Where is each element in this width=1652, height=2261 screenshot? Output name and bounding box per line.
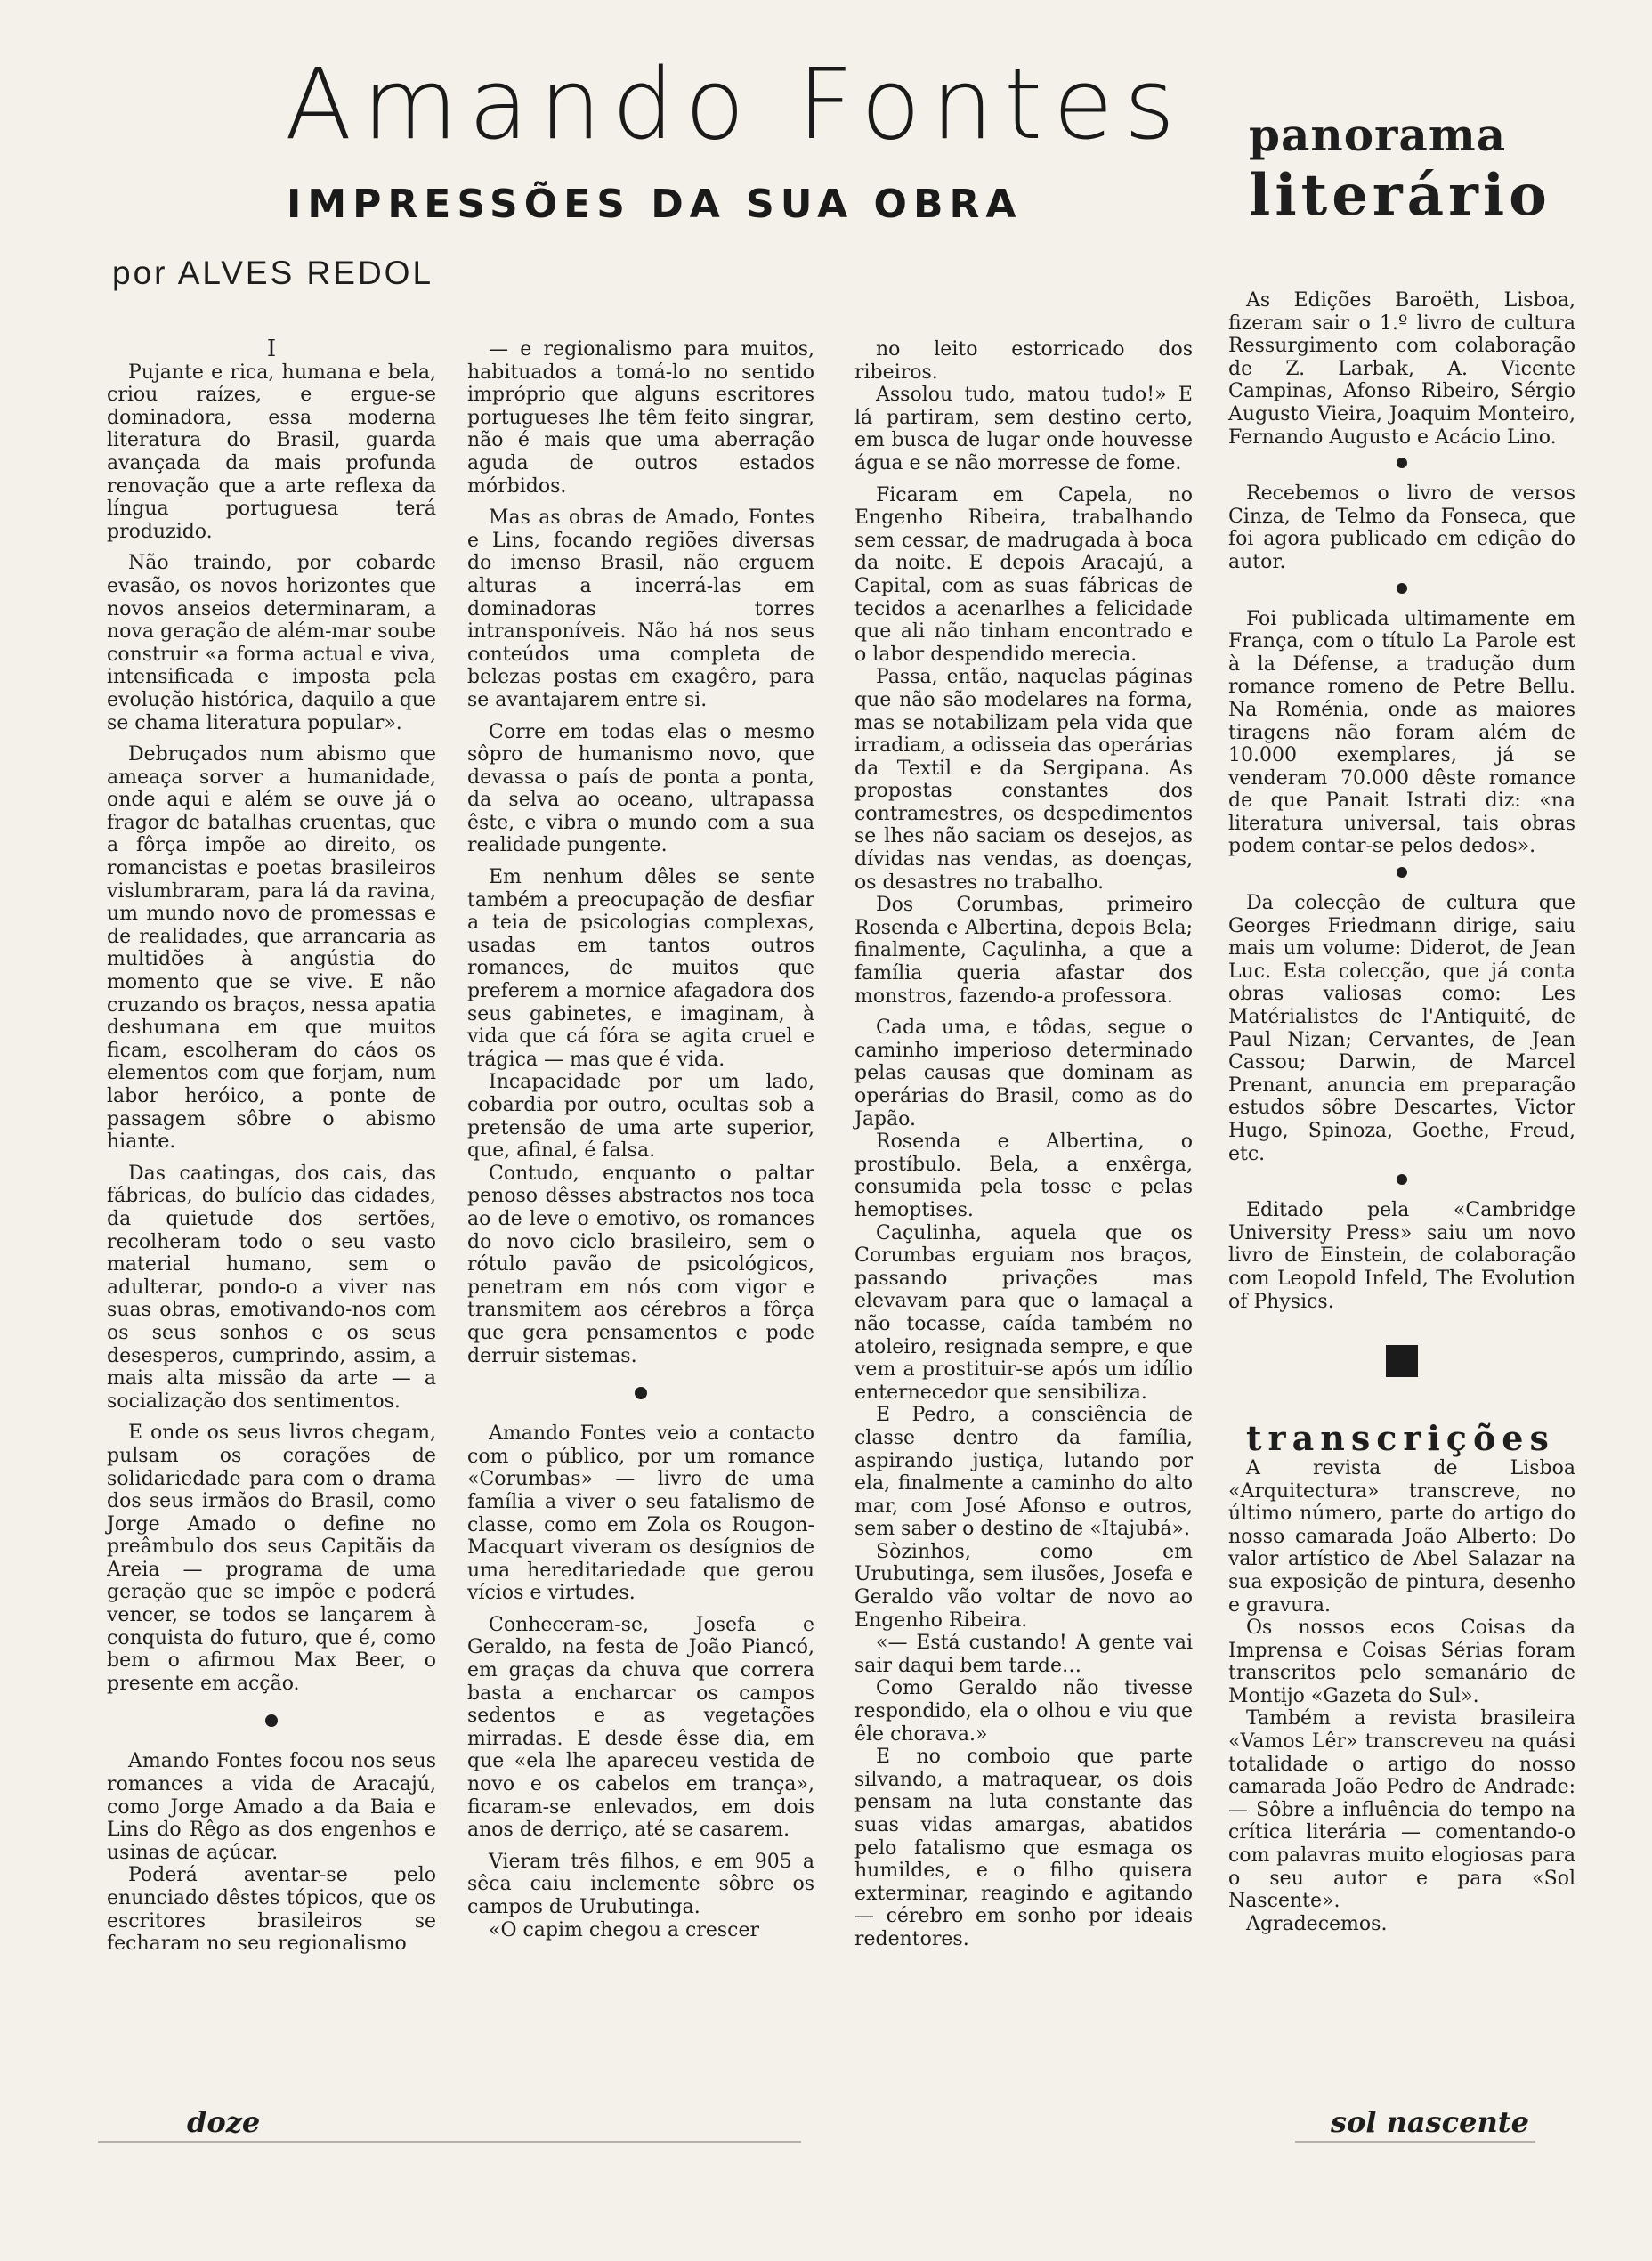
news-item: Da colecção de cultura que Georges Friedmann dirige, saiu mais um volume: Diderot, de Jean Luc. Esta colecção, que já conta obras valiosas como: Les Matérialistes de l'Antiquité, de Paul Nizan; Cervantes, de Jean Cassou; Darwin, de Marcel Prenant, anuncia em preparação estudos sôbre Descartes, Victor Hugo, Spinoza, Goethe, Freud, etc.	[1228, 892, 1575, 1165]
paragraph: Poderá aventar-se pelo enunciado dêstes tópicos, que os escritores brasileiros se fecharam no seu regionalismo	[107, 1864, 436, 1956]
paragraph: Cada uma, e tôdas, segue o caminho imperioso determinado pelas causas que dominam as operárias do Brasil, como as do Japão.	[854, 1017, 1193, 1130]
section-divider-bullet	[635, 1387, 647, 1399]
paragraph: E onde os seus livros chegam, pulsam os corações de solidariedade para com o drama dos seus irmãos do Brasil, como Jorge Amado o define no preâmbulo dos seus Capitãis da Areia — programa de uma geração que se impõe e poderá vencer, se todos se lançarem à conquista do futuro, que é, como bem o afirmou Max Beer, o presente em acção.	[107, 1422, 436, 1695]
news-item: Os nossos ecos Coisas da Imprensa e Coisas Sérias foram transcritos pelo semanário de Montijo «Gazeta do Sul».	[1228, 1617, 1575, 1707]
paragraph: Em nenhum dêles se sente também a preocupação de desfiar a teia de psicologias complexas, usadas em tantos outros romances, de muitos que preferem a mornice afagadora dos seus gabinetes, e imaginam, à vida que cá fóra se agita cruel e trágica — mas que é vida.	[467, 866, 814, 1071]
paragraph: Caçulinha, aquela que os Corumbas erguiam nos braços, passando privações mas elevavam para que o lamaçal a não tocasse, caída também no atoleiro, resignada sempre, e que vem a prostituir-se após um idílio enternecedor que sensibiliza.	[854, 1221, 1193, 1404]
publication-name: sol nascente	[1331, 2105, 1529, 2139]
paragraph: Contudo, enquanto o paltar penoso dêsses abstractos nos toca ao de leve o emotivo, os romances do novo ciclo brasileiro, sem o rótulo pavão de psicológicos, penetram em nós com vigor e transmitem aos cérebros a fôrça que gera pensamentos e pode derruir sistemas.	[467, 1162, 814, 1367]
paragraph: Não traindo, por cobarde evasão, os novos horizontes que novos anseios determinaram, a nova geração de além-mar soube construir «a forma actual e viva, intensificada e imposta pela evolução histórica, daquilo a que se chama literatura popular».	[107, 552, 436, 734]
sidebar-heading-transcricoes: transcrições	[1246, 1418, 1555, 1459]
paragraph: Sòzinhos, como em Urubutinga, sem ilusões, Josefa e Geraldo vão voltar de novo ao Engenho Ribeira.	[854, 1540, 1193, 1632]
item-separator-bullet	[1397, 583, 1407, 594]
paragraph: E no comboio que parte silvando, a matraquear, os dois pensam na luta constante das suas vidas amargas, abatidos pelo fatalismo que esmaga os humildes, e o filho quisera exterminar, reagindo e agitando — cérebro em sonho por ideais redentores.	[854, 1746, 1193, 1950]
news-item: A revista de Lisboa «Arquitectura» transcreve, no último número, parte do artigo do nosso camarada João Alberto: Do valor artístico de Abel Salazar na sua exposição de pintura, desenho e gravura.	[1228, 1456, 1575, 1617]
paragraph: E Pedro, a consciência de classe dentro da família, aspirando justiça, lutando por ela, finalmente a caminho do alto mar, com José Afonso e outros, sem saber o destino de «Itajubá».	[854, 1404, 1193, 1541]
news-item: Foi publicada ultimamente em França, com o título La Parole est à la Défense, a tradução dum romance romeno de Petre Bellu. Na Roménia, onde as maiores tiragens não foram além de 10.000 exemplares, já se venderam 70.000 dêste romance de que Panait Istrati diz: «na literatura universal, tais obras podem contar-se pelos dedos».	[1228, 607, 1575, 858]
paragraph: Dos Corumbas, primeiro Rosenda e Albertina, depois Bela; finalmente, Caçulinha, a que a família queria afastar dos monstros, fazendo-a professora.	[854, 894, 1193, 1008]
paragraph: Amando Fontes focou nos seus romances a vida de Aracajú, como Jorge Amado a da Baia e Lins do Rêgo as dos engenhos e usinas de açúcar.	[107, 1750, 436, 1864]
article-column-1	[107, 338, 436, 1956]
section-divider-square	[1386, 1345, 1418, 1377]
paragraph: Debruçados num abismo que ameaça sorver a humanidade, onde aqui e além se ouve já o fragor de batalhas cruentas, que a fôrça impõe ao direito, os romancistas e poetas brasileiros vislumbraram, para lá da ravina, um mundo novo de promessas e de realidades, que arrancaria as multidões à angústia do momento que se vive. E não cruzando os braços, nessa apatia deshumana em que muitos ficam, escolheram do cáos os elementos com que forjam, num labor heróico, a ponte de passagem sôbre o abismo hiante.	[107, 743, 436, 1154]
paragraph: Como Geraldo não tivesse respondido, ela o olhou e viu que êle chorava.»	[854, 1677, 1193, 1746]
paragraph: «O capim chegou a crescer	[489, 1918, 760, 1941]
paragraph: Assolou tudo, matou tudo!» E lá partiram, sem destino certo, em busca de lugar onde houvesse água e se não morresse de fome.	[854, 384, 1193, 474]
article-subtitle: IMPRESSÕES DA SUA OBRA	[287, 182, 1023, 227]
sidebar-heading-literario: literário	[1249, 162, 1551, 229]
item-separator-bullet	[1397, 458, 1407, 468]
paragraph: Pujante e rica, humana e bela, criou raízes, e ergue-se dominadora, essa moderna literatura do Brasil, guarda avançada da mais profunda renovação que a arte reflexa da língua portuguesa terá produzido.	[107, 361, 436, 543]
item-separator-bullet	[1397, 867, 1407, 878]
footer-rule	[98, 2141, 801, 2143]
article-byline: por ALVES REDOL	[112, 255, 434, 291]
news-item: Recebemos o livro de versos Cinza, de Telmo da Fonseca, que foi agora publicado em edição do autor.	[1228, 482, 1575, 573]
paragraph: — e regionalismo para muitos, habituados a tomá-lo no sentido impróprio que alguns escritores portugueses lhe têm feito singrar, não é mais que uma aberração aguda de outros estados mórbidos.	[467, 338, 814, 498]
news-item: Agradecemos.	[1246, 1912, 1388, 1935]
section-divider-bullet	[265, 1714, 278, 1727]
sidebar-heading-panorama: panorama	[1249, 109, 1507, 161]
paragraph: Rosenda e Albertina, o prostíbulo. Bela, a enxêrga, consumida pela tosse e pelas hemoptises.	[854, 1130, 1193, 1221]
paragraph: Corre em todas elas o mesmo sôpro de humanismo novo, que devassa o país de ponta a ponta, da selva ao oceano, ultrapassa êste, e vibra o mundo com a sua realidade pungente.	[467, 720, 814, 857]
paragraph: Conheceram-se, Josefa e Geraldo, na festa de João Piancó, em graças da chuva que correra basta a encharcar os campos sedentos e as vegetações mirradas. E desde êsse dia, em que «ela lhe apareceu vestida de novo e os cabelos em trança», ficaram-se enlevados, em dois anos de derriço, até se casarem.	[467, 1613, 814, 1842]
paragraph: «— Está custando! A gente vai sair daqui bem tarde…	[854, 1632, 1193, 1677]
paragraph: Das caatingas, dos cais, das fábricas, do bulício das cidades, da quietude dos sertões, recolheram todo o seu vasto material humano, sem o adulterar, pondo-o a viver nas suas obras, emotivando-nos com os seus sonhos e os seus desesperos, cumprindo, assim, a mais alta missão da arte — a socialização dos sentimentos.	[107, 1162, 436, 1413]
paragraph: Passa, então, naquelas páginas que não são modelares na forma, mas se notabilizam pela vida que irradiam, a odisseia das operárias da Textil e da Sergipana. As propostas constantes dos contramestres, os despedimentos se lhes não saciam os desejos, as dívidas nas vendas, as doenças, os desastres no trabalho.	[854, 666, 1193, 894]
article-column-3	[854, 338, 1193, 1951]
paragraph: Incapacidade por um lado, cobardia por outro, ocultas sob a pretensão de uma arte superior, que, afinal, é falsa.	[467, 1071, 814, 1163]
news-item: Editado pela «Cambridge University Press» saiu um novo livro de Einstein, de colaboração com Leopold Infeld, The Evolution of Physics.	[1228, 1199, 1575, 1313]
news-item: As Edições Baroëth, Lisboa, fizeram sair o 1.º livro de cultura Ressurgimento com colaboração de Z. Larbak, A. Vicente Campinas, Afonso Ribeiro, Sérgio Augusto Vieira, Joaquim Monteiro, Fernando Augusto e Acácio Lino.	[1228, 289, 1575, 449]
paragraph: Amando Fontes veio a contacto com o público, por um romance «Corumbas» — livro de uma família a viver o seu fatalismo de classe, como em Zola os Rougon-Macquart viveram os desígnios de uma hereditariedade que gerou vícios e virtudes.	[467, 1422, 814, 1605]
paragraph: Ficaram em Capela, no Engenho Ribeira, trabalhando sem cessar, de madrugada à boca da noite. E depois Aracajú, a Capital, com as suas fábricas de tecidos a acenarlhes a felicidade que ali não tinham encontrado e o labor despendido merecia.	[854, 483, 1193, 666]
section-numeral: I	[266, 336, 277, 362]
article-title: Amando Fontes	[285, 47, 1186, 161]
page-number: doze	[187, 2105, 261, 2139]
paragraph: no leito estorricado dos ribeiros.	[854, 338, 1193, 384]
item-separator-bullet	[1397, 1174, 1407, 1185]
article-column-2	[467, 338, 814, 1941]
paragraph: Mas as obras de Amado, Fontes e Lins, focando regiões diversas do imenso Brasil, não erguem alturas a incerrá-las em dominadoras torres intransponíveis. Não há nos seus conteúdos uma completa de belezas postas em exagêro, para se avantajarem entre si.	[467, 506, 814, 711]
paragraph: Vieram três filhos, e em 905 a sêca caiu inclemente sôbre os campos de Urubutinga.	[467, 1850, 814, 1918]
footer-rule	[1295, 2141, 1535, 2143]
news-item: Também a revista brasileira «Vamos Lêr» transcreveu na quási totalidade o artigo do nosso camarada João Pedro de Andrade: — Sôbre a influência do tempo na crítica literária — comentando-o com palavras muito elogiosas para o seu autor e para «Sol Nascente».	[1228, 1707, 1575, 1913]
sidebar-column	[1228, 289, 1575, 1935]
